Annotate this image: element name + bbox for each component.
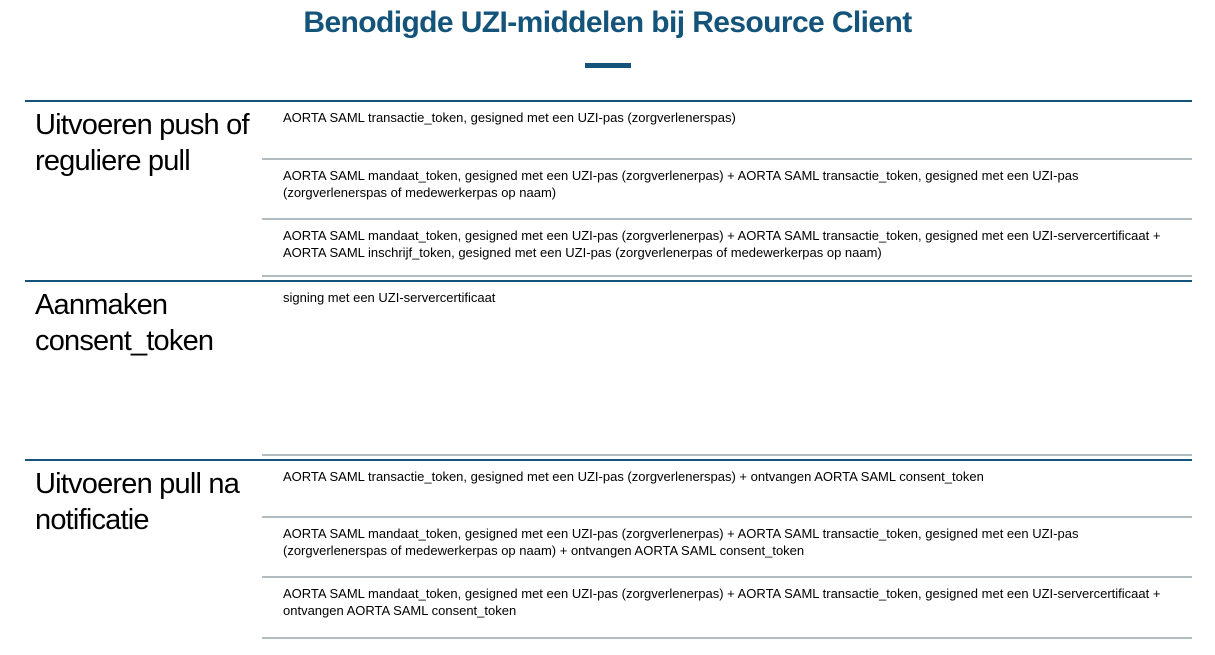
page-title: Benodigde UZI-middelen bij Resource Client <box>303 6 912 39</box>
table-row <box>262 461 1192 518</box>
row-text: AORTA SAML mandaat_token, gesigned met een UZI-pas (zorgverlenerpas) + AORTA SAML transactie_token, gesigned met een UZI-pas (zorgverlenerspas of medewerkerpas op naam) <box>283 168 1079 200</box>
table-row <box>262 220 1192 277</box>
title-accent-dash <box>585 63 631 68</box>
row-text: AORTA SAML transactie_token, gesigned met een UZI-pas (zorgverlenerspas) + ontvangen AORTA SAML consent_token <box>283 469 984 484</box>
row-text: AORTA SAML transactie_token, gesigned met een UZI-pas (zorgverlenerspas) <box>283 110 736 125</box>
table-row <box>262 518 1192 578</box>
row-text: signing met een UZI-servercertificaat <box>283 290 496 305</box>
section-uitvoeren-push-of-reguliere-pull <box>25 100 1192 280</box>
row-text: AORTA SAML mandaat_token, gesigned met een UZI-pas (zorgverlenerpas) + AORTA SAML transactie_token, gesigned met een UZI-servercertificaat + AORTA SAML inschrijf_token, gesigned met een UZI-pas (zorgverlenerpas of medewerkerpas op naam) <box>283 228 1161 260</box>
section-rows <box>262 461 1192 639</box>
row-text: AORTA SAML mandaat_token, gesigned met een UZI-pas (zorgverlenerpas) + AORTA SAML transactie_token, gesigned met een UZI-servercertificaat + ontvangen AORTA SAML consent_token <box>283 586 1161 618</box>
section-rows <box>262 282 1192 456</box>
section-header: Aanmaken consent_token <box>35 289 214 357</box>
section-rows <box>262 102 1192 277</box>
table-row <box>262 578 1192 639</box>
table-row <box>262 160 1192 220</box>
section-header: Uitvoeren push of reguliere pull <box>35 109 249 177</box>
section-header: Uitvoeren pull na notificatie <box>35 468 240 536</box>
section-aanmaken-consent-token <box>25 280 1192 459</box>
row-text: AORTA SAML mandaat_token, gesigned met een UZI-pas (zorgverlenerpas) + AORTA SAML transactie_token, gesigned met een UZI-pas (zorgverlenerspas of medewerkerpas op naam) + ontvangen AORTA SAML consent_token <box>283 526 1079 558</box>
section-uitvoeren-pull-na-notificatie <box>25 459 1192 642</box>
table-row <box>262 102 1192 160</box>
uzi-middelen-table <box>25 100 1192 642</box>
table-row <box>262 282 1192 456</box>
